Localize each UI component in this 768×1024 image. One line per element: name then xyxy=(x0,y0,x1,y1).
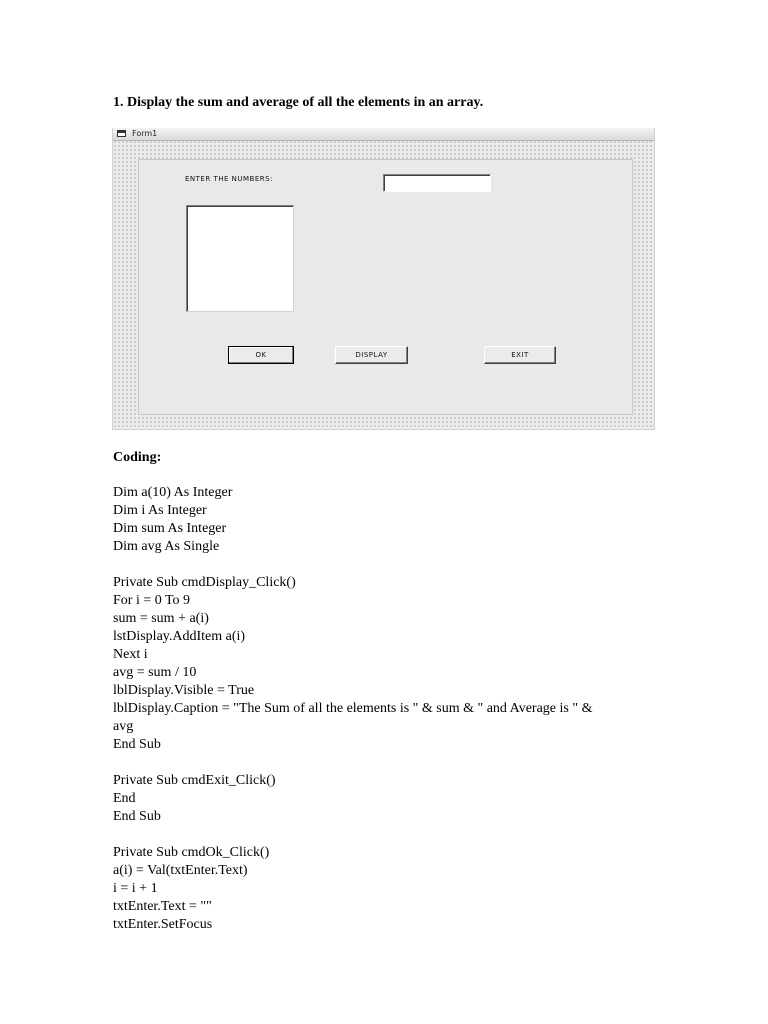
code-line: Private Sub cmdDisplay_Click() xyxy=(113,575,296,590)
code-line: End Sub xyxy=(113,737,161,752)
form-window-icon xyxy=(117,130,126,137)
code-line: End Sub xyxy=(113,809,161,824)
code-line: End xyxy=(113,791,136,806)
code-line: a(i) = Val(txtEnter.Text) xyxy=(113,863,248,878)
code-line: avg xyxy=(113,719,134,734)
code-line: txtEnter.SetFocus xyxy=(113,917,213,932)
code-line: Dim a(10) As Integer xyxy=(113,485,233,500)
form-title: Form1 xyxy=(132,129,158,138)
form-titlebar xyxy=(113,128,654,141)
display-listbox[interactable] xyxy=(186,205,294,312)
code-line: txtEnter.Text = "" xyxy=(113,899,212,914)
code-line: Dim avg As Single xyxy=(113,539,220,554)
exit-button[interactable]: EXIT xyxy=(484,346,556,364)
code-line xyxy=(113,826,653,844)
code-line: sum = sum + a(i) xyxy=(113,611,209,626)
enter-numbers-label: ENTER THE NUMBERS: xyxy=(185,175,273,183)
question-heading: 1. Display the sum and average of all the elements in an array. xyxy=(113,95,484,110)
code-line: i = i + 1 xyxy=(113,881,158,896)
code-line: lblDisplay.Caption = "The Sum of all the elements is " & sum & " and Average is " & xyxy=(113,701,593,716)
enter-number-textbox[interactable] xyxy=(383,174,491,192)
code-line: avg = sum / 10 xyxy=(113,665,197,680)
code-block xyxy=(113,484,653,934)
code-line: Dim i As Integer xyxy=(113,503,207,518)
code-line xyxy=(113,556,653,574)
code-line: Dim sum As Integer xyxy=(113,521,227,536)
code-line xyxy=(113,754,653,772)
code-line: lblDisplay.Visible = True xyxy=(113,683,255,698)
code-line: lstDisplay.AddItem a(i) xyxy=(113,629,246,644)
display-button[interactable]: DISPLAY xyxy=(335,346,408,364)
ok-button[interactable]: OK xyxy=(228,346,294,364)
code-line: For i = 0 To 9 xyxy=(113,593,191,608)
code-line: Private Sub cmdOk_Click() xyxy=(113,845,270,860)
coding-heading: Coding: xyxy=(113,450,162,465)
vb-form-screenshot xyxy=(112,128,655,430)
code-line: Next i xyxy=(113,647,148,662)
code-line: Private Sub cmdExit_Click() xyxy=(113,773,276,788)
